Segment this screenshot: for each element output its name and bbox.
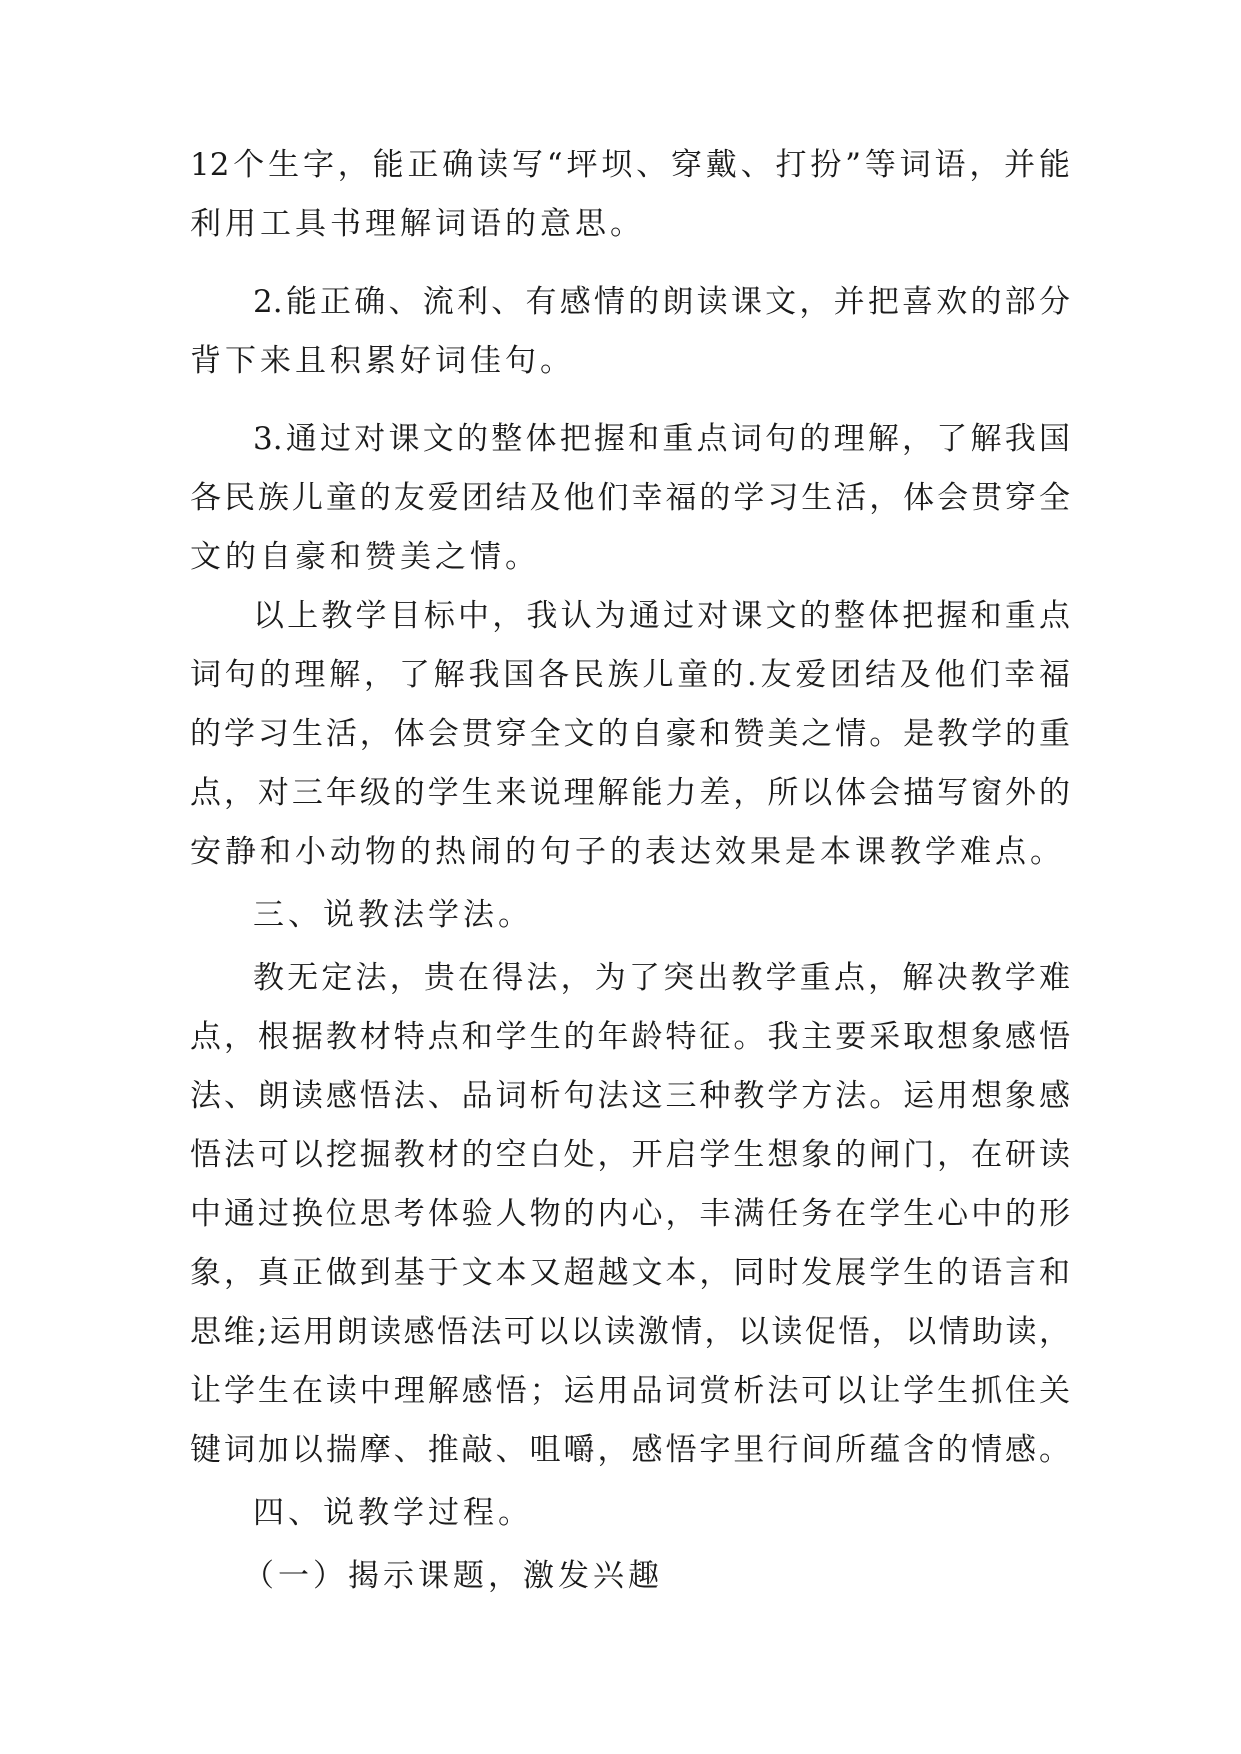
text-line: 点，对三年级的学生来说理解能力差，所以体会描写窗外的 [190,775,1070,811]
text-line: 词句的理解，了解我国各民族儿童的.友爱团结及他们幸福 [190,657,1070,693]
text-line: 教无定法，贵在得法，为了突出教学重点，解决教学难 [253,960,1070,996]
text-line: 悟法可以挖掘教材的空白处，开启学生想象的闸门，在研读 [190,1137,1070,1173]
subsection-heading: （一）揭示课题，激发兴趣 [243,1558,663,1594]
text-line: 键词加以揣摩、推敲、咀嚼，感悟字里行间所蕴含的情感。 [190,1432,1070,1468]
text-line: 象，真正做到基于文本又超越文本，同时发展学生的语言和 [190,1255,1070,1291]
text-line: 中通过换位思考体验人物的内心，丰满任务在学生心中的形 [190,1196,1070,1232]
text-line: 以上教学目标中，我认为通过对课文的整体把握和重点 [253,598,1070,634]
text-line: 文的自豪和赞美之情。 [190,539,540,575]
text-line: 各民族儿童的友爱团结及他们幸福的学习生活，体会贯穿全 [190,480,1070,516]
text-line: 思维;运用朗读感悟法可以以读激情，以读促悟，以情助读， [190,1314,1070,1350]
section-heading: 三、说教法学法。 [253,897,533,933]
text-line: 3.通过对课文的整体把握和重点词句的理解，了解我国 [253,421,1070,457]
section-heading: 四、说教学过程。 [253,1495,533,1531]
text-line: 安静和小动物的热闹的句子的表达效果是本课教学难点。 [190,834,1065,870]
text-line: 让学生在读中理解感悟；运用品词赏析法可以让学生抓住关 [190,1373,1070,1409]
text-line: 12个生字，能正确读写“坪坝、穿戴、打扮”等词语，并能 [190,147,1070,183]
text-line: 背下来且积累好词佳句。 [190,343,575,379]
text-line: 点，根据教材特点和学生的年龄特征。我主要采取想象感悟 [190,1019,1070,1055]
text-line: 的学习生活，体会贯穿全文的自豪和赞美之情。是教学的重 [190,716,1070,752]
text-line: 利用工具书理解词语的意思。 [190,206,645,242]
text-line: 2.能正确、流利、有感情的朗读课文，并把喜欢的部分 [253,284,1070,320]
text-line: 法、朗读感悟法、品词析句法这三种教学方法。运用想象感 [190,1078,1070,1114]
